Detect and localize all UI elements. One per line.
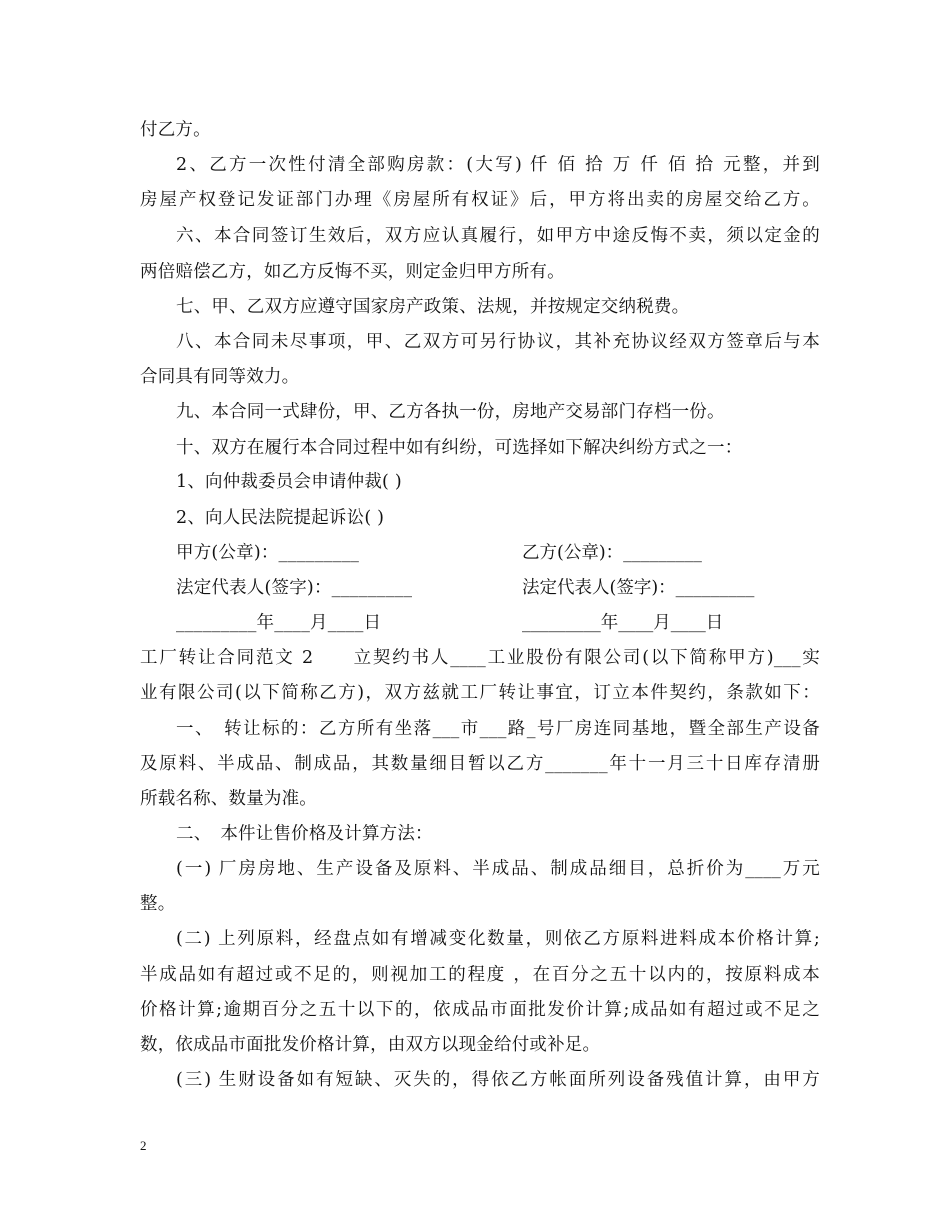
text-line: 七、甲、乙双方应遵守国家房产政策、法规，并按规定交纳税费。	[176, 297, 690, 317]
text-line: 六、本合同签订生效后，双方应认真履行，如甲方中途反悔不卖，须以定金的	[176, 226, 820, 246]
party-b-date: _________年____月____日	[522, 613, 724, 633]
text-line: 二、 本件让售价格及计算方法：	[176, 824, 433, 844]
text-line: 及原料、半成品、制成品，其数量细目暂以乙方_______年十一月三十日库存清册	[140, 754, 820, 774]
text-line: 合同具有同等效力。	[140, 367, 300, 387]
text-line: 所载名称、数量为准。	[140, 789, 317, 809]
party-a-seal: 甲方(公章)：_________	[176, 543, 360, 563]
text-line: 八、本合同未尽事项，甲、乙双方可另行协议，其补充协议经双方签章后与本	[176, 332, 820, 352]
party-b-representative: 法定代表人(签字)：_________	[522, 578, 755, 598]
text-line: 1、向仲裁委员会申请仲裁( )	[176, 472, 402, 492]
text-line: 两倍赔偿乙方，如乙方反悔不买，则定金归甲方所有。	[140, 262, 565, 282]
text-line: 一、 转让标的：乙方所有坐落___市___路_号厂房连同基地，暨全部生产设备	[176, 719, 820, 739]
text-line: 半成品如有超过或不足的，则视加工的程度 ，在百分之五十以内的，按原料成本	[140, 965, 820, 985]
page-number: 2	[140, 1138, 147, 1153]
text-line: 工厂转让合同范文 2 立契约书人____工业股份有限公司(以下简称甲方)___实	[140, 648, 820, 668]
text-line: 付乙方。	[140, 120, 211, 140]
text-line: 2、乙方一次性付清全部购房款：(大写) 仟 佰 拾 万 仟 佰 拾 元整，并到	[176, 155, 820, 175]
text-line: 十、双方在履行本合同过程中如有纠纷，可选择如下解决纠纷方式之一：	[176, 438, 743, 458]
text-line: 九、本合同一式肆份，甲、乙方各执一份，房地产交易部门存档一份。	[176, 402, 725, 422]
party-a-representative: 法定代表人(签字)：_________	[176, 578, 413, 598]
text-line: 整。	[140, 894, 176, 914]
text-line: 价格计算;逾期百分之五十以下的，依成品市面批发价计算;成品如有超过或不足之	[140, 1000, 820, 1020]
text-line: 房屋产权登记发证部门办理《房屋所有权证》后，甲方将出卖的房屋交给乙方。	[140, 190, 820, 210]
text-line: 2、向人民法院提起诉讼( )	[176, 508, 385, 528]
party-a-date: _________年____月____日	[176, 613, 382, 633]
text-line: (三) 生财设备如有短缺、灭失的，得依乙方帐面所列设备残值计算，由甲方	[176, 1070, 820, 1090]
text-line: 数，依成品市面批发价格计算，由双方以现金给付或补足。	[140, 1035, 601, 1055]
text-line: (二) 上列原料，经盘点如有增减变化数量，则依乙方原料进料成本价格计算;	[176, 929, 820, 949]
party-b-seal: 乙方(公章)：_________	[522, 543, 702, 563]
text-line: 业有限公司(以下简称乙方)，双方兹就工厂转让事宜，订立本件契约，条款如下：	[140, 683, 820, 703]
text-line: (一) 厂房房地、生产设备及原料、半成品、制成品细目，总折价为____万元	[176, 859, 820, 879]
